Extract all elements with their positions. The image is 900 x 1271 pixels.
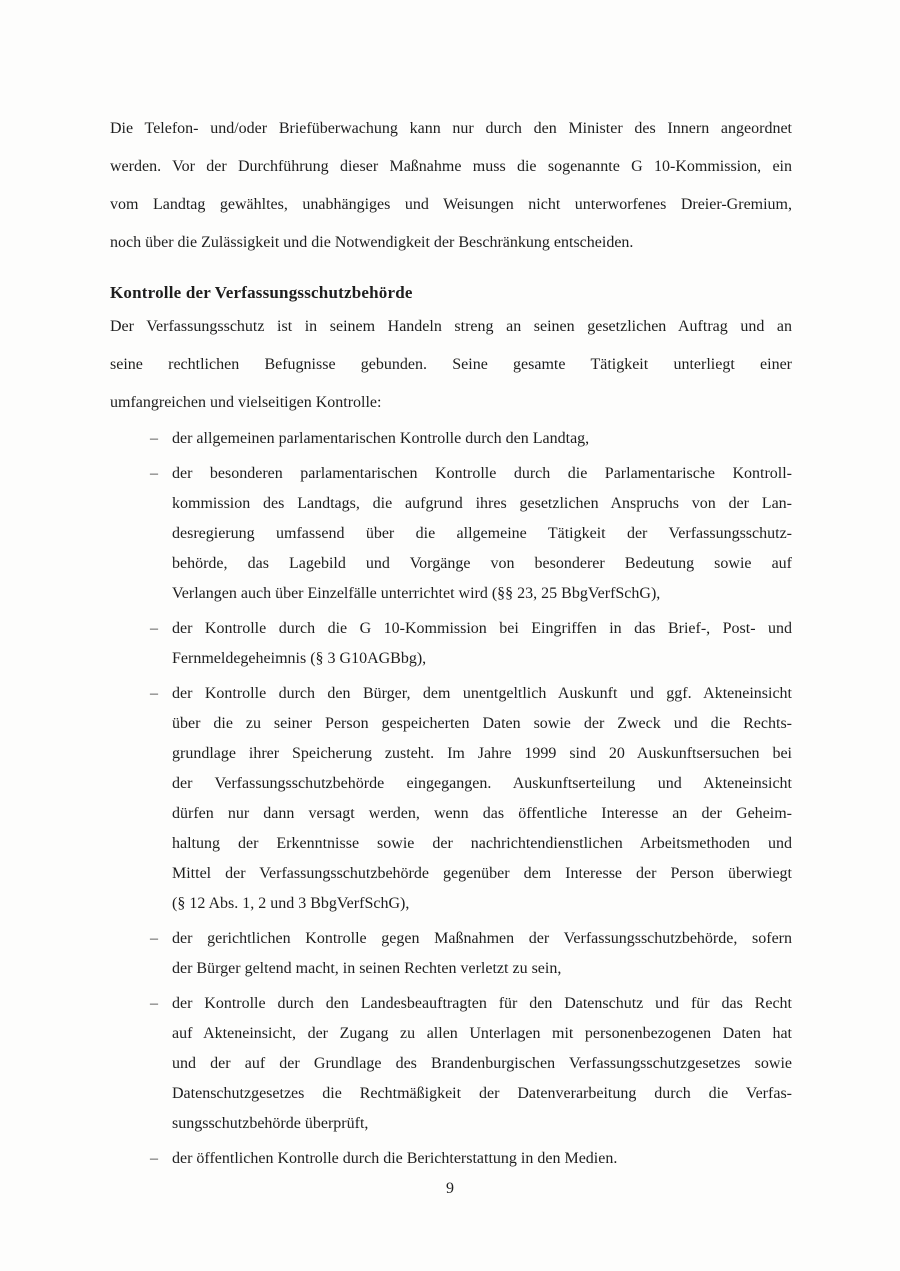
text-line: Der Verfassungsschutz ist in seinem Handeln streng an seinen gesetzlichen Auftrag und an [110,318,792,335]
text-line: werden. Vor der Durchführung dieser Maßnahme muss die sogenannte G 10-Kommission, ein [110,158,792,175]
text-line: sungsschutzbehörde überprüft, [172,1115,369,1132]
control-list [110,424,792,1174]
page-number: 9 [446,1180,454,1197]
dash-bullet: – [150,685,158,702]
dash-bullet: – [150,620,158,637]
page-content [110,110,792,1179]
text-line: haltung der Erkenntnisse sowie der nachrichtendienstlichen Arbeitsmethoden und [172,835,792,852]
text-line: umfangreichen und vielseitigen Kontrolle: [110,394,382,411]
dash-bullet: – [150,465,158,482]
list-item [110,424,792,454]
text-line: kommission des Landtags, die aufgrund ihres gesetzlichen Anspruchs von der Lan- [172,495,792,512]
list-item [110,614,792,674]
text-line: dürfen nur dann versagt werden, wenn das öffentliche Interesse an der Geheim- [172,805,792,822]
text-line: der Kontrolle durch die G 10-Kommission bei Eingriffen in das Brief-, Post- und [172,620,792,637]
dash-bullet: – [150,930,158,947]
text-line: der Kontrolle durch den Landesbeauftragten für den Datenschutz und für das Recht [172,995,792,1012]
text-line: noch über die Zulässigkeit und die Notwendigkeit der Beschränkung entscheiden. [110,234,634,251]
text-line: der öffentlichen Kontrolle durch die Berichterstattung in den Medien. [172,1150,618,1167]
list-item [110,1144,792,1174]
paragraph [110,110,792,262]
text-line: der Verfassungsschutzbehörde eingegangen. Auskunftserteilung und Akteneinsicht [172,775,792,792]
dash-bullet: – [150,1150,158,1167]
text-line: und der auf der Grundlage des Brandenburgischen Verfassungsschutzgesetzes sowie [172,1055,792,1072]
text-line: der Bürger geltend macht, in seinen Rechten verletzt zu sein, [172,960,562,977]
text-line: der Kontrolle durch den Bürger, dem unentgeltlich Auskunft und ggf. Akteneinsicht [172,685,792,702]
list-item [110,679,792,919]
text-line: (§ 12 Abs. 1, 2 und 3 BbgVerfSchG), [172,895,410,912]
list-item [110,459,792,609]
text-line: desregierung umfassend über die allgemeine Tätigkeit der Verfassungsschutz- [172,525,792,542]
text-line: über die zu seiner Person gespeicherten Daten sowie der Zweck und die Rechts- [172,715,792,732]
dash-bullet: – [150,430,158,447]
text-line: seine rechtlichen Befugnisse gebunden. Seine gesamte Tätigkeit unterliegt einer [110,356,792,373]
text-line: Datenschutzgesetzes die Rechtmäßigkeit der Datenverarbeitung durch die Verfas- [172,1085,792,1102]
text-line: der gerichtlichen Kontrolle gegen Maßnahmen der Verfassungsschutzbehörde, sofern [172,930,792,947]
text-line: behörde, das Lagebild und Vorgänge von besonderer Bedeutung sowie auf [172,555,792,572]
text-line: Die Telefon- und/oder Briefüberwachung kann nur durch den Minister des Innern angeordnet [110,120,792,137]
text-line: Fernmeldegeheimnis (§ 3 G10AGBbg), [172,650,427,667]
section-heading: Kontrolle der Verfassungsschutzbehörde [110,283,413,302]
text-line: der besonderen parlamentarischen Kontrolle durch die Parlamentarische Kontroll- [172,465,792,482]
text-line: grundlage ihrer Speicherung zusteht. Im Jahre 1999 sind 20 Auskunftsersuchen bei [172,745,792,762]
text-line: Mittel der Verfassungsschutzbehörde gegenüber dem Interesse der Person überwiegt [172,865,792,882]
text-line: vom Landtag gewähltes, unabhängiges und Weisungen nicht unterworfenes Dreier-Gremium, [110,196,792,213]
paragraph [110,308,792,422]
text-line: Verlangen auch über Einzelfälle unterrichtet wird (§§ 23, 25 BbgVerfSchG), [172,585,661,602]
text-line: auf Akteneinsicht, der Zugang zu allen Unterlagen mit personenbezogenen Daten hat [172,1025,792,1042]
text-line: der allgemeinen parlamentarischen Kontrolle durch den Landtag, [172,430,590,447]
list-item [110,924,792,984]
list-item [110,989,792,1139]
dash-bullet: – [150,995,158,1012]
